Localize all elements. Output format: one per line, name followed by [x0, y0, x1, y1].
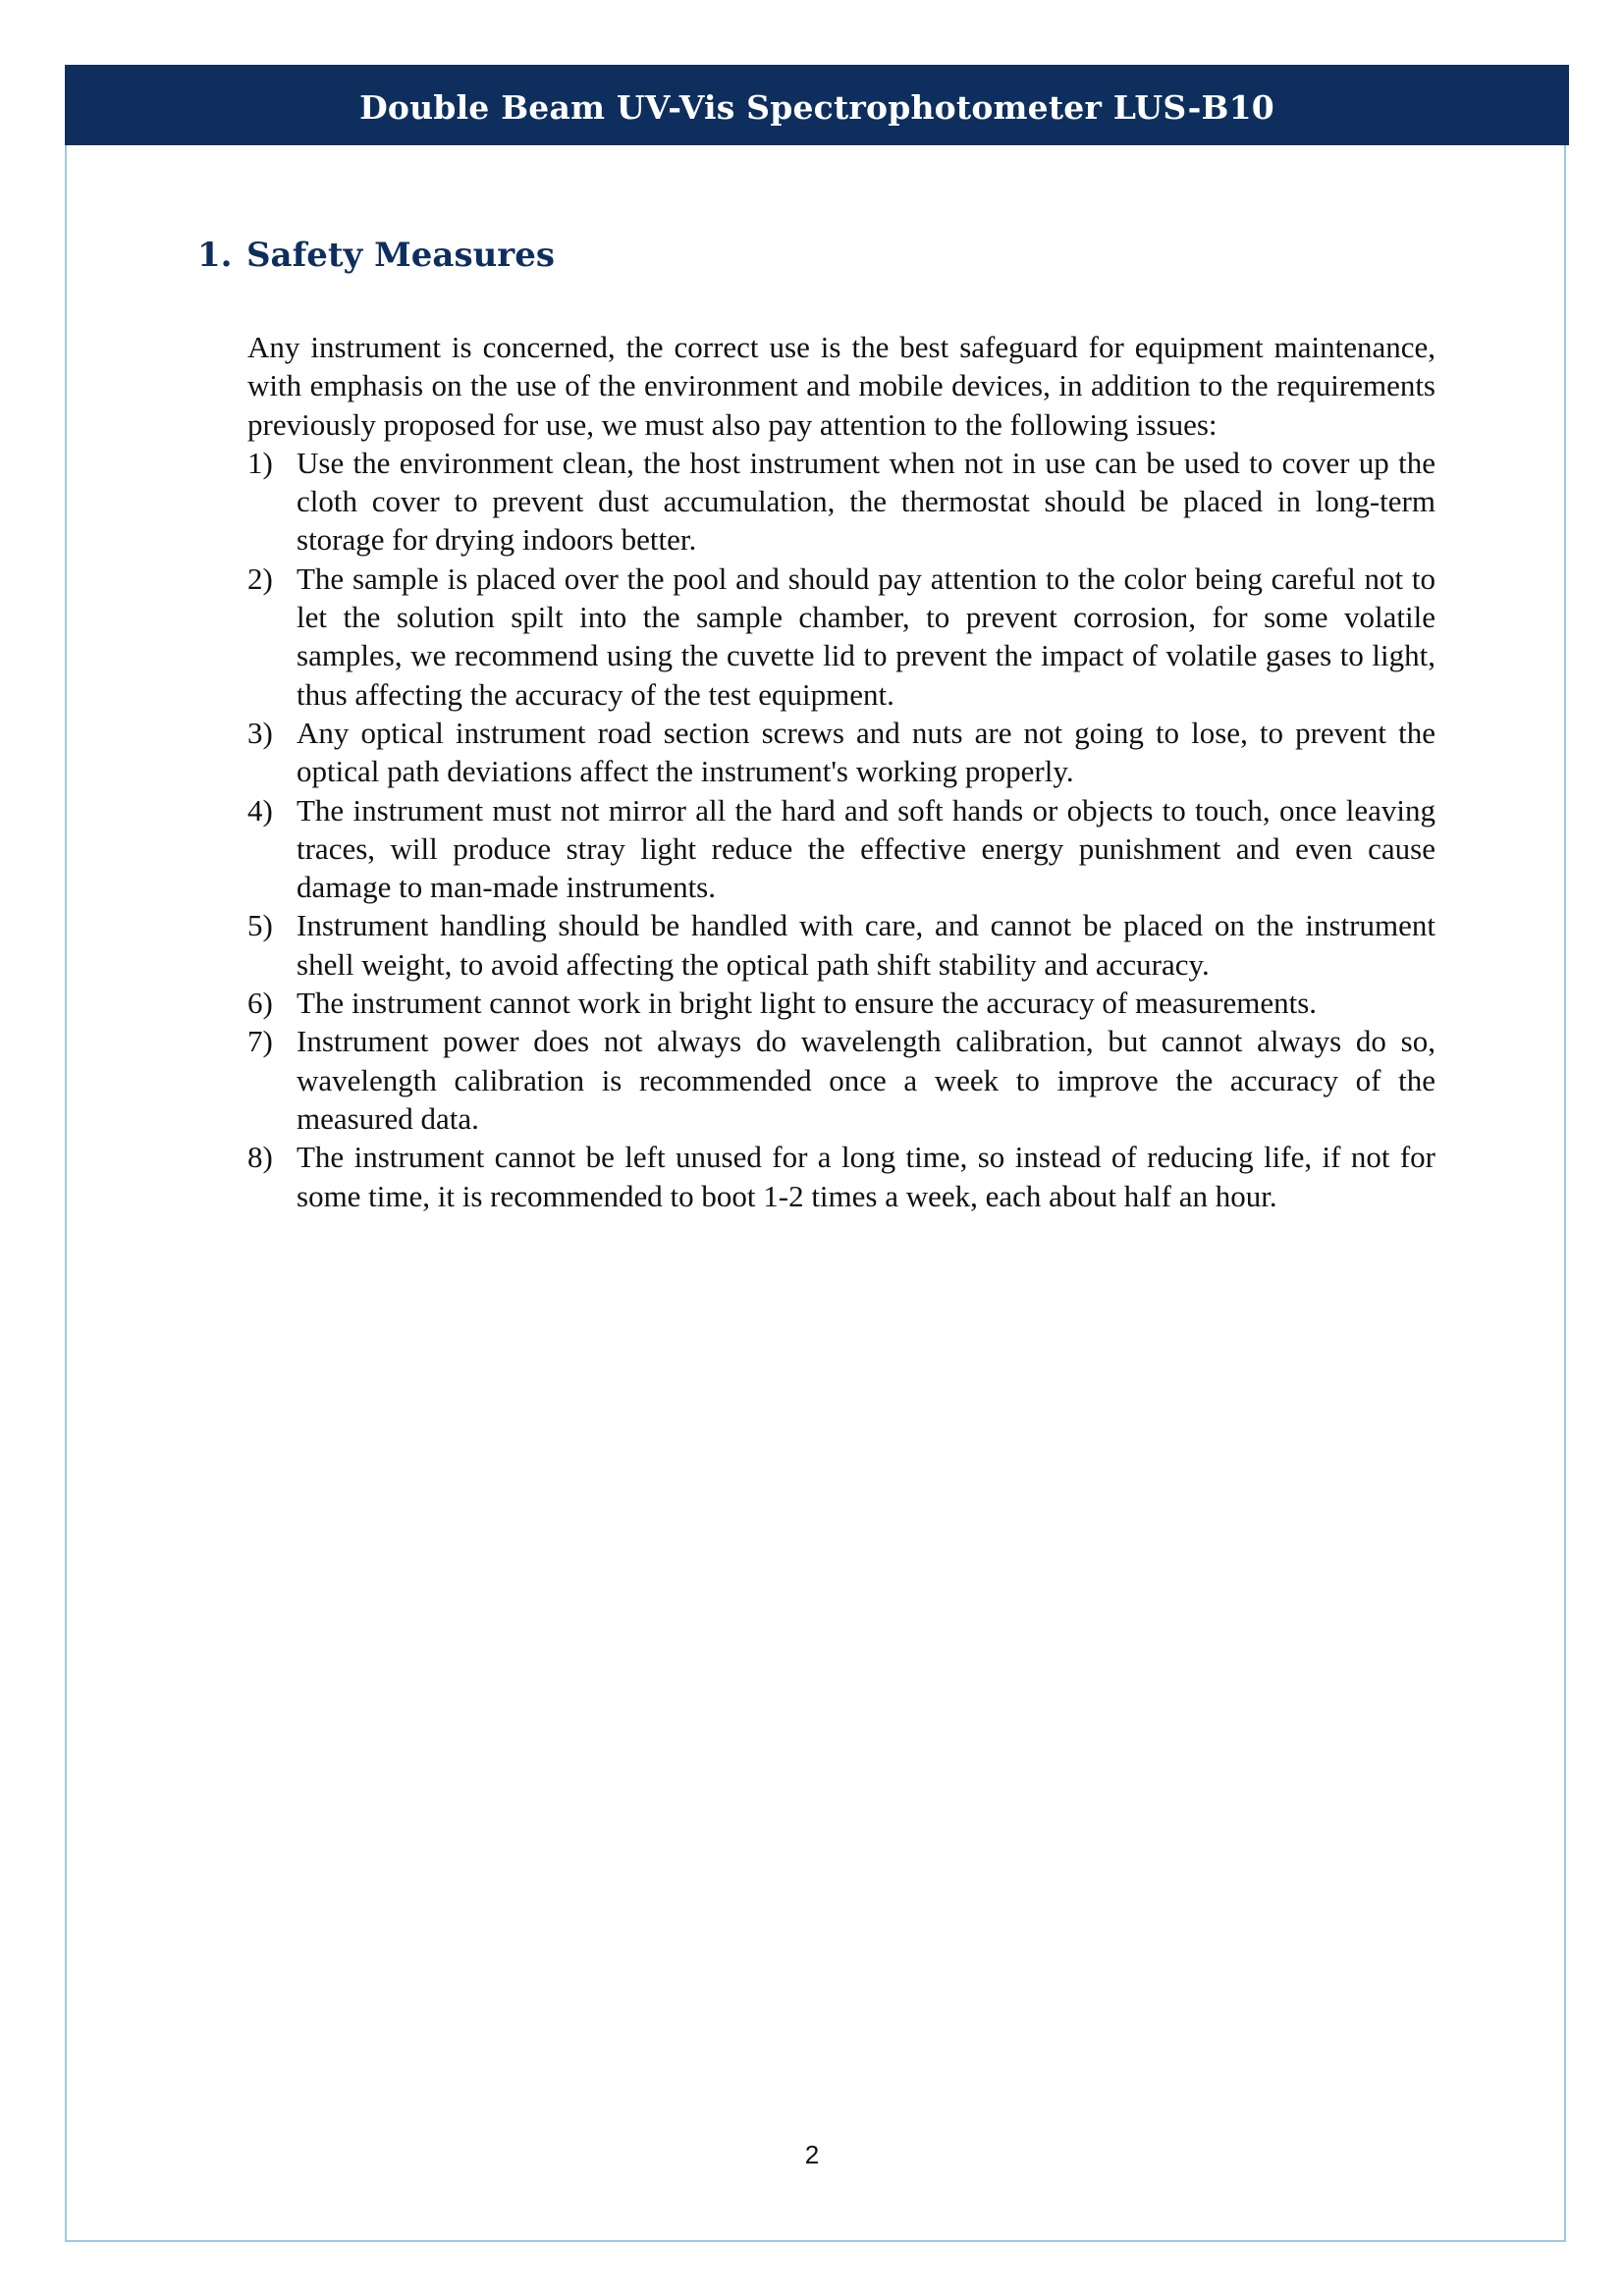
list-item-number: 3) [247, 715, 273, 750]
list-item-number: 7) [247, 1024, 273, 1059]
list-item [247, 560, 1435, 714]
list-item-number: 8) [247, 1140, 273, 1175]
list-item-text: Instrument power does not always do wavelength calibration, but cannot always do so, wavelength calibration is recommended once a week to improve the accuracy of the measured data. [297, 1024, 1435, 1136]
section-body [247, 328, 1435, 1215]
list-item [247, 714, 1435, 791]
list-item-text: The instrument must not mirror all the hard and soft hands or objects to touch, once leaving traces, will produce stray light reduce the effective energy punishment and even cause damage to man-made instruments. [297, 792, 1435, 905]
list-item-number: 5) [247, 908, 273, 943]
header-bar [65, 65, 1569, 145]
list-item [247, 791, 1435, 907]
list-item-number: 1) [247, 445, 273, 480]
list-item [247, 1022, 1435, 1138]
list-item-number: 6) [247, 986, 273, 1021]
list-item-text: Instrument handling should be handled with care, and cannot be placed on the instrument shell weight, to avoid affecting the optical path shift stability and accuracy. [297, 908, 1435, 982]
list-item-text: Any optical instrument road section screws and nuts are not going to lose, to prevent the optical path deviations affect the instrument's working properly. [297, 715, 1435, 789]
list-item [247, 1138, 1435, 1215]
list-item [247, 906, 1435, 984]
list-item-text: The instrument cannot be left unused for a long time, so instead of reducing life, if not for some time, it is recommended to boot 1-2 times a week, each about half an hour. [297, 1140, 1435, 1213]
section-title: Safety Measures [246, 236, 555, 275]
page-number: 2 [804, 2140, 820, 2169]
section-heading [197, 236, 555, 275]
list-item [247, 984, 1435, 1022]
list-item-text: The sample is placed over the pool and should pay attention to the color being careful not to let the solution spilt into the sample chamber, to prevent corrosion, for some volatile samples, we recommend using the cuvette lid to prevent the impact of volatile gases to light, thus affecting the accuracy of the test equipment. [297, 561, 1435, 712]
safety-list [247, 444, 1435, 1215]
section-number: 1. [197, 236, 233, 275]
list-item-text: Use the environment clean, the host instrument when not in use can be used to cover up the cloth cover to prevent dust accumulation, the thermostat should be placed in long-term storage for drying indoors better. [297, 445, 1435, 558]
list-item-number: 2) [247, 561, 273, 596]
list-item-text: The instrument cannot work in bright light to ensure the accuracy of measurements. [297, 986, 1318, 1021]
intro-paragraph: Any instrument is concerned, the correct use is the best safeguard for equipment maintenance, with emphasis on the use of the environment and mobile devices, in addition to the requirements previously proposed for use, we must also pay attention to the following issues: [247, 330, 1435, 442]
document-title: Double Beam UV-Vis Spectrophotometer LUS-B10 [359, 87, 1274, 127]
list-item-number: 4) [247, 792, 273, 828]
list-item [247, 444, 1435, 560]
